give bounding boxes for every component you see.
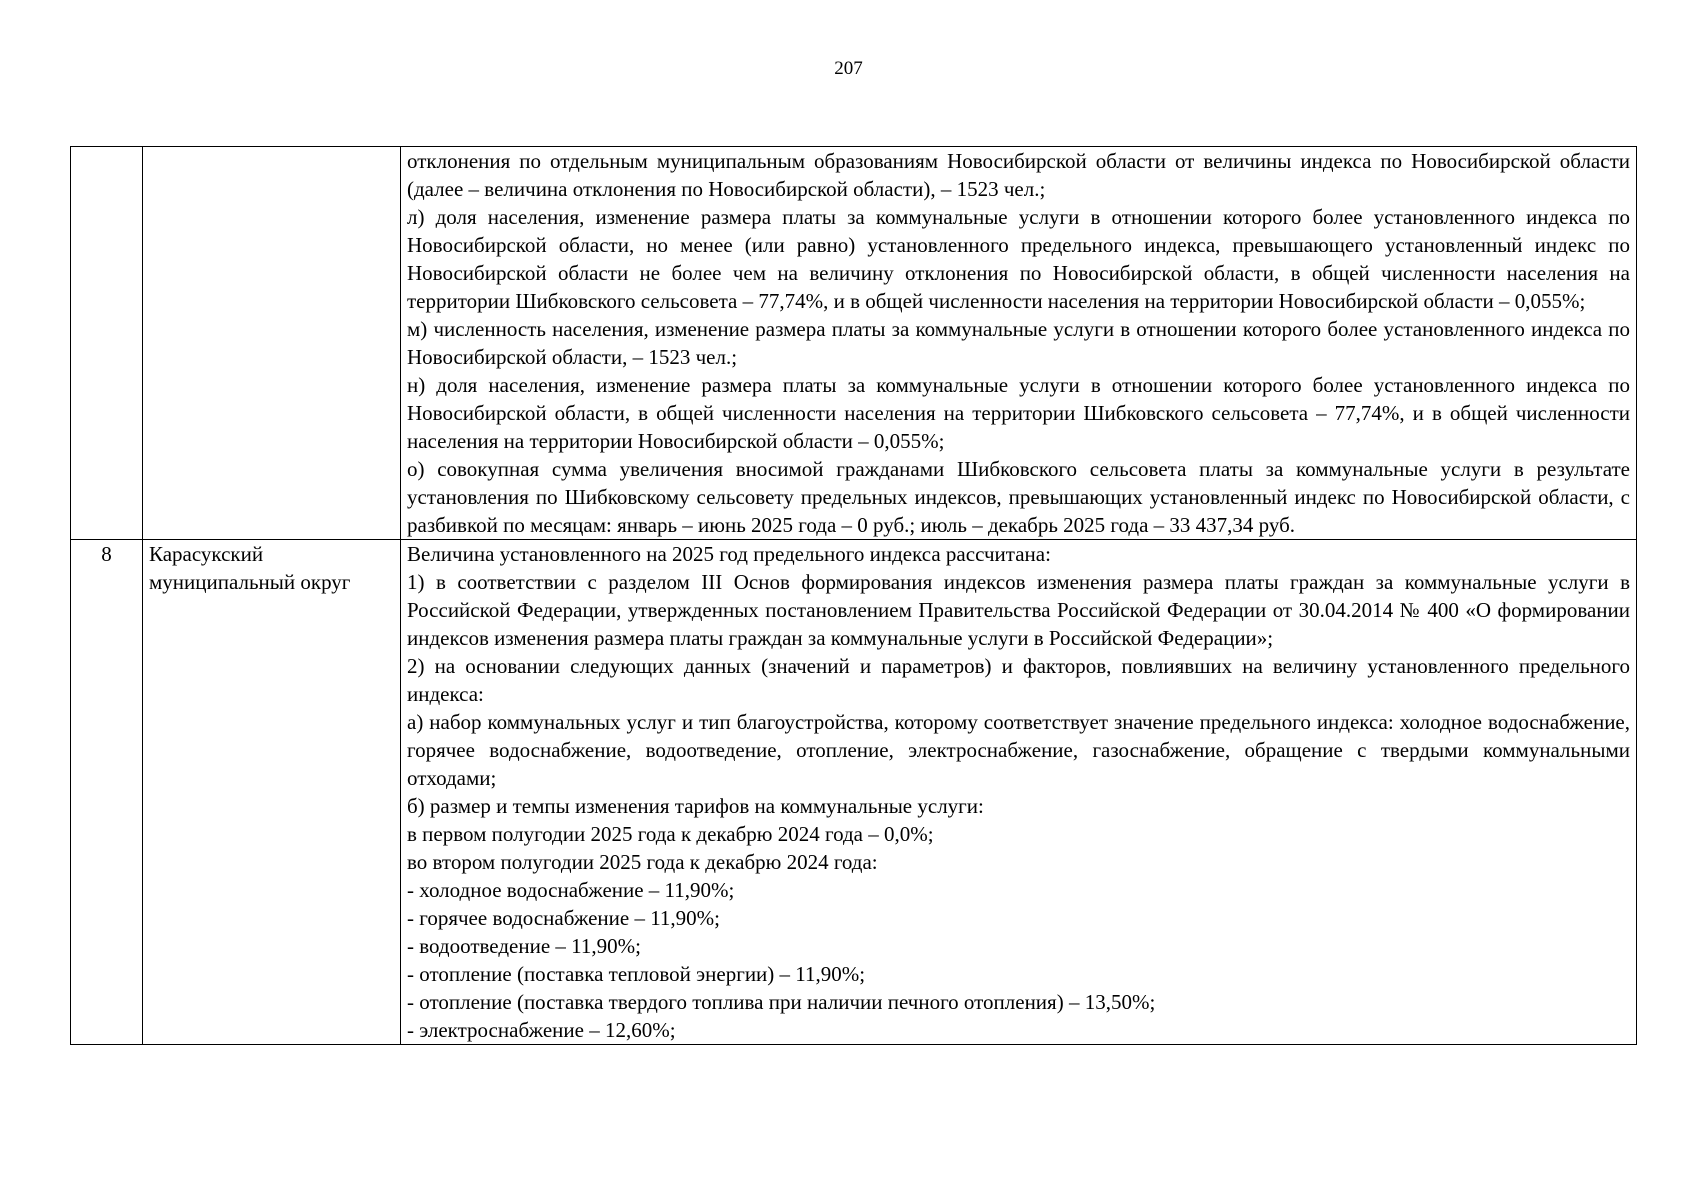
municipality-name-cell [143, 540, 401, 1045]
paragraph: - электроснабжение – 12,60%; [407, 1018, 676, 1042]
paragraph: - холодное водоснабжение – 11,90%; [407, 878, 735, 902]
paragraph: отклонения по отдельным муниципальным образованиям Новосибирской области от величины индекса по Новосибирской области (далее – величина отклонения по Новосибирской области), – 1523 чел.; [407, 149, 1630, 201]
paragraph: о) совокупная сумма увеличения вносимой гражданами Шибковского сельсовета платы за коммунальные услуги в результате установления по Шибковскому сельсовету предельных индексов, превышающих установленный индекс по Новосибирской области, с разбивкой по месяцам: январь – июнь 2025 года – 0 руб.; июль – декабрь 2025 года – 33 437,34 руб. [407, 457, 1630, 537]
paragraph: л) доля населения, изменение размера платы за коммунальные услуги в отношении которого более установленного индекса по Новосибирской области, но менее (или равно) установленного предельного индекса, превышающего установленный индекс по Новосибирской области не более чем на величину отклонения по Новосибирской области, в общей численности населения на территории Шибковского сельсовета – 77,74%, и в общей численности населения на территории Новосибирской области – 0,055%; [407, 205, 1630, 313]
paragraph: - водоотведение – 11,90%; [407, 934, 641, 958]
paragraph: - горячее водоснабжение – 11,90%; [407, 906, 721, 930]
paragraph: б) размер и темпы изменения тарифов на коммунальные услуги: [407, 794, 984, 818]
page-number: 207 [834, 58, 863, 79]
description-cell [401, 147, 1637, 540]
table-row [71, 540, 1637, 1045]
description-cell [401, 540, 1637, 1045]
row-number-cell: 8 [71, 540, 143, 1045]
paragraph: м) численность населения, изменение размера платы за коммунальные услуги в отношении которого более установленного индекса по Новосибирской области, – 1523 чел.; [407, 317, 1630, 369]
paragraph: 2) на основании следующих данных (значений и параметров) и факторов, повлиявших на величину установленного предельного индекса: [407, 654, 1630, 706]
paragraph: 1) в соответствии с разделом III Основ формирования индексов изменения размера платы граждан за коммунальные услуги в Российской Федерации, утвержденных постановлением Правительства Российской Федерации от 30.04.2014 № 400 «О формировании индексов изменения размера платы граждан за коммунальные услуги в Российской Федерации»; [407, 570, 1630, 650]
paragraph: - отопление (поставка твердого топлива при наличии печного отопления) – 13,50%; [407, 990, 1156, 1014]
paragraph: в первом полугодии 2025 года к декабрю 2024 года – 0,0%; [407, 822, 934, 846]
paragraph: а) набор коммунальных услуг и тип благоустройства, которому соответствует значение предельного индекса: холодное водоснабжение, горячее водоснабжение, водоотведение, отопление, электроснабжение, газоснабжение, обращение с твердыми коммунальными отходами; [407, 710, 1630, 790]
municipality-name-line: Карасукский [149, 542, 264, 566]
paragraph: н) доля населения, изменение размера платы за коммунальные услуги в отношении которого более установленного индекса по Новосибирской области, в общей численности населения на территории Шибковского сельсовета – 77,74%, и в общей численности населения на территории Новосибирской области – 0,055%; [407, 373, 1630, 453]
paragraph: - отопление (поставка тепловой энергии) – 11,90%; [407, 962, 866, 986]
table-row [71, 147, 1637, 540]
paragraph: во втором полугодии 2025 года к декабрю 2024 года: [407, 850, 878, 874]
document-table [70, 146, 1637, 1045]
municipality-name-line: муниципальный округ [149, 570, 351, 594]
municipality-name-cell [143, 147, 401, 540]
row-number-cell [71, 147, 143, 540]
paragraph: Величина установленного на 2025 год предельного индекса рассчитана: [407, 542, 1051, 566]
